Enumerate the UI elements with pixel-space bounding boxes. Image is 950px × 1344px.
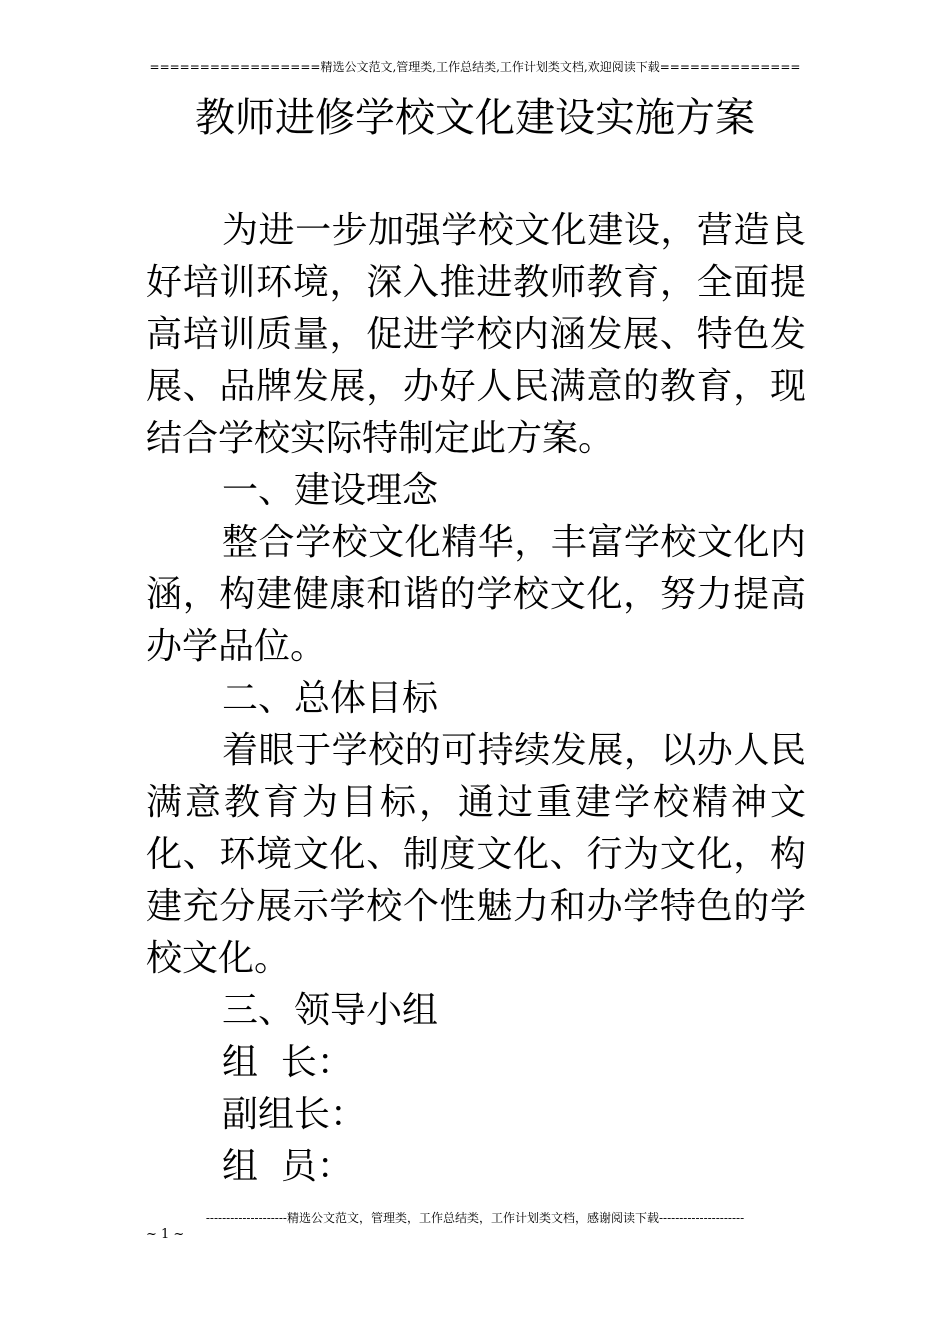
footer-banner: --------------------精选公文范文，管理类，工作总结类，工作计划类文档，感谢阅读下载--------------------- (205, 1211, 745, 1225)
section-heading-goal: 二、总体目标 (222, 678, 439, 719)
document-body (146, 205, 806, 1193)
member-line: 组 员： (222, 1146, 353, 1187)
deputy-leader-line: 副组长： (222, 1094, 367, 1135)
goal-paragraph: 着眼于学校的可持续发展，以办人民满意教育为目标，通过重建学校精神文化、环境文化、制度文化、行为文化，构建充分展示学校个性魅力和办学特色的学校文化。 (146, 730, 806, 979)
page-number: ~ 1 ~ (146, 1227, 185, 1242)
intro-paragraph: 为进一步加强学校文化建设，营造良好培训环境，深入推进教师教育，全面提高培训质量，促进学校内涵发展、特色发展、品牌发展，办好人民满意的教育，现结合学校实际特制定此方案。 (146, 210, 806, 459)
header-banner: =================精选公文范文,管理类,工作总结类,工作计划类文档,欢迎阅读下载============== (149, 60, 801, 74)
section-heading-concept: 一、建设理念 (222, 470, 439, 511)
document-title: 教师进修学校文化建设实施方案 (195, 95, 755, 141)
concept-paragraph: 整合学校文化精华，丰富学校文化内涵，构建健康和谐的学校文化，努力提高办学品位。 (146, 522, 806, 667)
leader-line: 组 长： (222, 1042, 353, 1083)
section-heading-leadership: 三、领导小组 (222, 990, 439, 1031)
